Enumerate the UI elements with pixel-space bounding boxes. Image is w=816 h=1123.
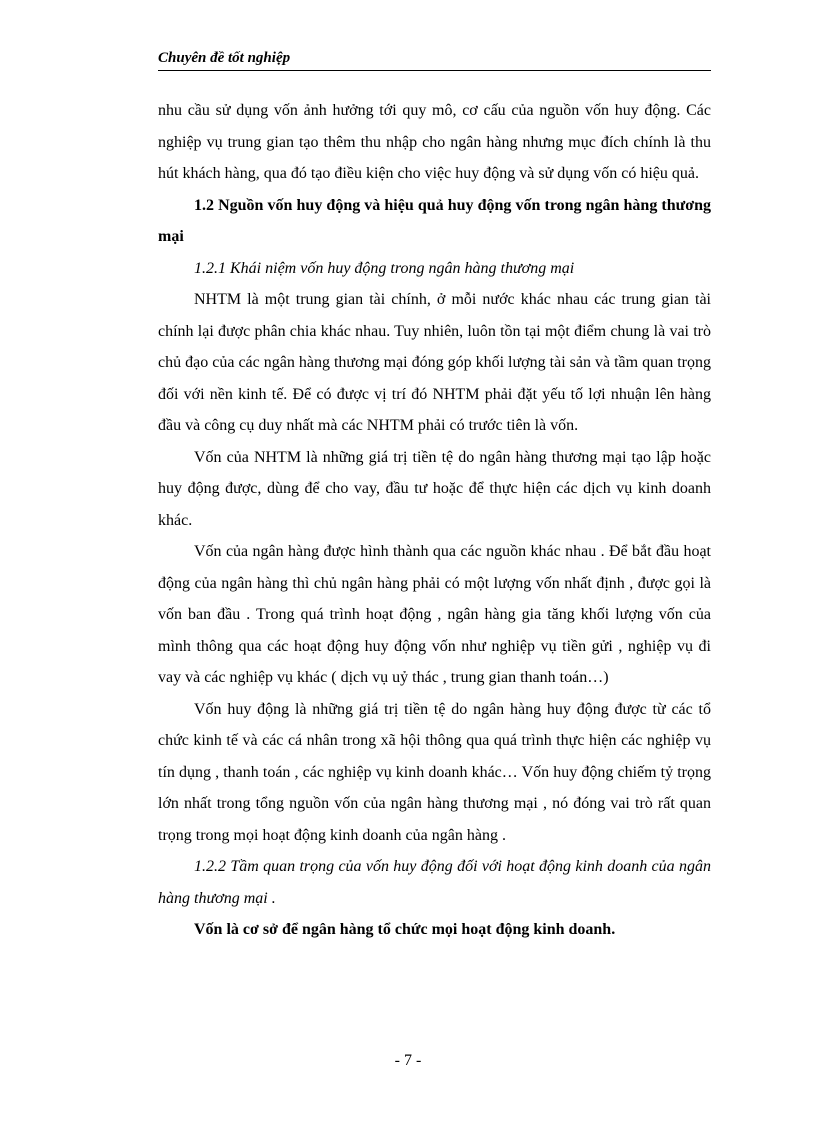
paragraph-nguon-von: Vốn của ngân hàng được hình thành qua các nguồn khác nhau . Để bắt đầu hoạt động của ngân hàng thì chủ ngân hàng phải có một lượng vốn nhất định , được gọi là vốn ban đầu . Trong quá trình hoạt động , ngân hàng gia tăng khối lượng vốn của mình thông qua các hoạt động huy động vốn như nghiệp vụ tiền gửi , nghiệp vụ đi vay và các nghiệp vụ khác ( dịch vụ uỷ thác , trung gian thanh toán…)	[158, 543, 711, 686]
bold-statement: Vốn là cơ sở để ngân hàng tổ chức mọi hoạt động kinh doanh.	[194, 921, 616, 938]
document-body	[158, 95, 711, 946]
page-number: - 7 -	[394, 1052, 422, 1069]
subsection-heading-1-2-2: 1.2.2 Tầm quan trọng của vốn huy động đối với hoạt động kinh doanh của ngân hàng thương mại .	[158, 858, 711, 907]
paragraph-von-huy-dong: Vốn huy động là những giá trị tiền tệ do ngân hàng huy động được từ các tổ chức kinh tế và các cá nhân trong xã hội thông qua quá trình thực hiện các nghiệp vụ tín dụng , thanh toán , các nghiệp vụ kinh doanh khác… Vốn huy động chiếm tỷ trọng lớn nhất trong tổng nguồn vốn của ngân hàng thương mại , nó đóng vai trò rất quan trọng trong mọi hoạt động kinh doanh của ngân hàng .	[158, 700, 711, 844]
page-header-title: Chuyên đề tốt nghiệp	[158, 50, 291, 66]
subsection-heading-1-2-1: 1.2.1 Khái niệm vốn huy động trong ngân hàng thương mại	[194, 259, 575, 277]
paragraph-continuation: nhu cầu sử dụng vốn ảnh hưởng tới quy mô, cơ cấu của nguồn vốn huy động. Các nghiệp vụ trung gian tạo thêm thu nhập cho ngân hàng nhưng mục đích chính là thu hút khách hàng, qua đó tạo điều kiện cho việc huy động và sử dụng vốn có hiệu quả.	[158, 102, 711, 182]
paragraph-von-nhtm: Vốn của NHTM là những giá trị tiền tệ do ngân hàng thương mại tạo lập hoặc huy động được, dùng để cho vay, đầu tư hoặc để thực hiện các dịch vụ kinh doanh khác.	[158, 448, 711, 529]
paragraph-nhtm: NHTM là một trung gian tài chính, ở mỗi nước khác nhau các trung gian tài chính lại được phân chia khác nhau. Tuy nhiên, luôn tồn tại một điểm chung là vai trò chủ đạo của các ngân hàng thương mại đóng góp khối lượng tài sản và tầm quan trọng đối với nền kinh tế. Để có được vị trí đó NHTM phải đặt yếu tố lợi nhuận lên hàng đầu và công cụ duy nhất mà các NHTM phải có trước tiên là vốn.	[158, 291, 711, 434]
header-divider	[158, 70, 711, 71]
section-heading-1-2: 1.2 Nguồn vốn huy động và hiệu quả huy động vốn trong ngân hàng thương mại	[158, 196, 711, 245]
